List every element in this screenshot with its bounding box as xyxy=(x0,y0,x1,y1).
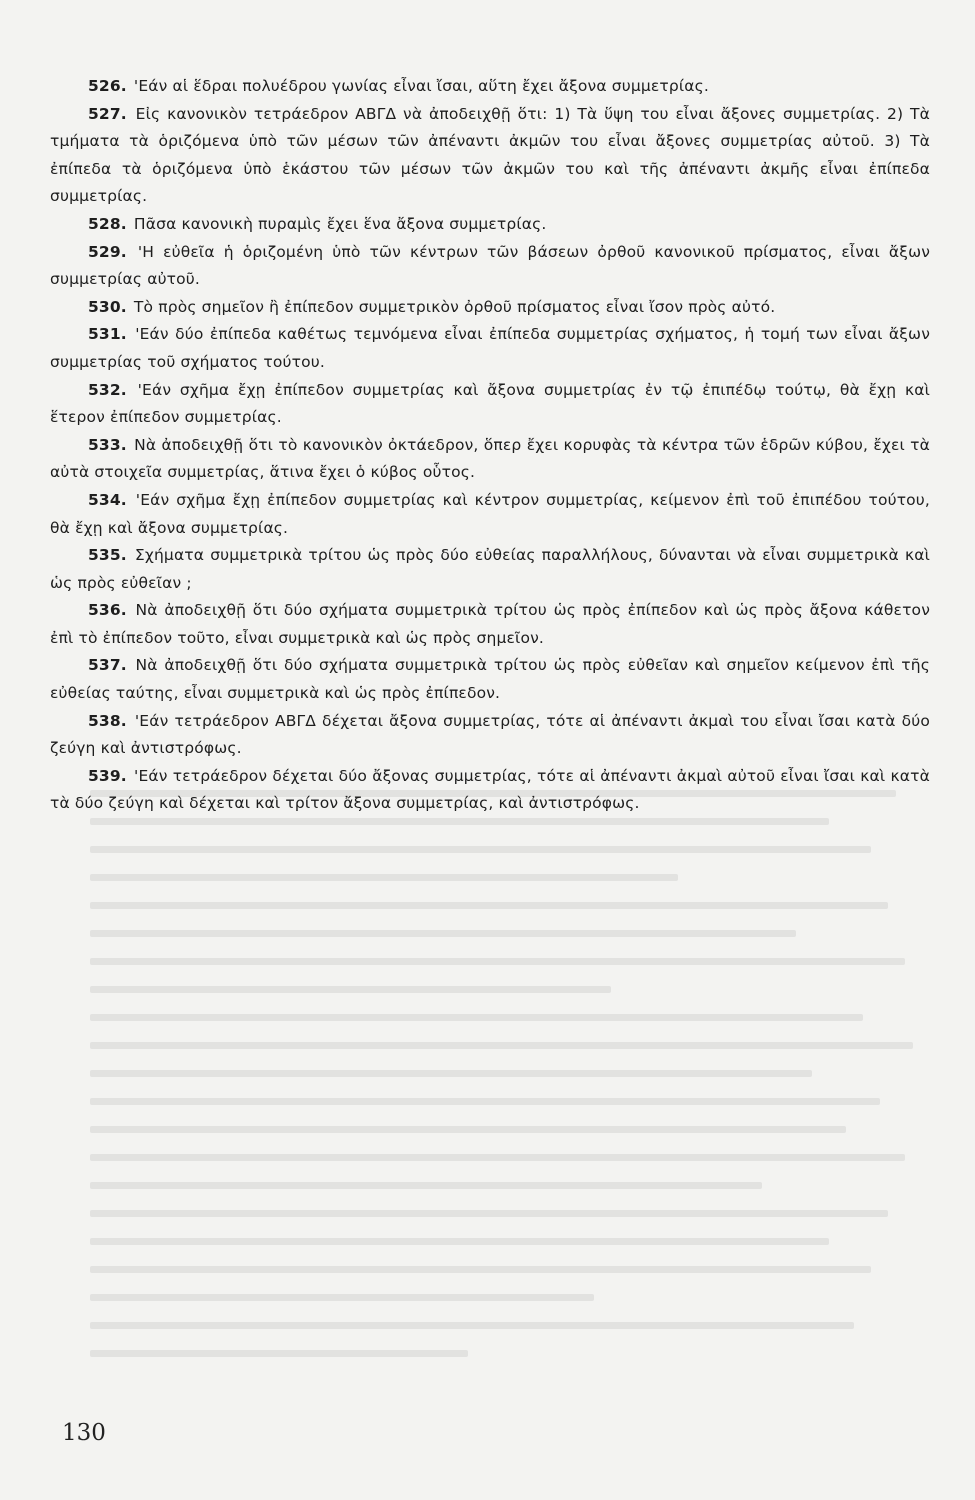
problem-533 xyxy=(50,432,930,487)
problem-number: 526. xyxy=(88,77,127,95)
problem-text: Εἰς κανονικὸν τετράεδρον ΑΒΓΔ νὰ ἀποδειχθῇ ὅτι: 1) Τὰ ὕψη του εἶναι ἄξονες συμμετρίας. 2) Τὰ τμήματα τὰ ὁριζόμενα ὑπὸ τῶν μέσων τῶν ἀπέναντι ἀκμῶν του εἶναι ἄξονες συμμετρίας αὐτοῦ. 3) Τὰ ἐπίπεδα τὰ ὁριζόμενα ὑπὸ ἑκάστου τῶν μέσων τῶν ἀκμῶν του καὶ τῆς ἀπέναντι ἀκμῆς εἶναι ἐπίπεδα συμμετρίας. xyxy=(50,104,931,206)
problem-text: 'Η εὐθεῖα ἡ ὁριζομένη ὑπὸ τῶν κέντρων τῶν βάσεων ὀρθοῦ κανονικοῦ πρίσματος, εἶναι ἄξων συμμετρίας αὐτοῦ. xyxy=(50,242,931,289)
problem-526 xyxy=(50,73,930,101)
problem-text: 'Εάν σχῆμα ἔχῃ ἐπίπεδον συμμετρίας καὶ κέντρον συμμετρίας, κείμενον ἐπὶ τοῦ ἐπιπέδου τούτου, θὰ ἔχῃ καὶ ἄξονα συμμετρίας. xyxy=(50,490,930,537)
problem-number: 530. xyxy=(88,297,127,316)
problem-number: 534. xyxy=(88,490,127,509)
problem-list xyxy=(50,73,930,818)
problem-number: 528. xyxy=(88,214,127,233)
problem-text: 'Εάν τετράεδρον ΑΒΓΔ δέχεται ἄξονα συμμετρίας, τότε αἱ ἀπέναντι ἀκμαὶ του εἶναι ἴσαι κατὰ δύο ζεύγη καὶ ἀντιστρόφως. xyxy=(50,711,931,758)
problem-text: Τὸ πρὸς σημεῖον ἢ ἐπίπεδον συμμετρικὸν ὀρθοῦ πρίσματος εἶναι ἴσον πρὸς αὐτό. xyxy=(133,297,776,316)
problem-number: 527. xyxy=(88,104,127,123)
page-number: 130 xyxy=(62,1420,106,1446)
problem-number: 529. xyxy=(88,242,127,261)
problem-536 xyxy=(50,597,930,652)
problem-text: Νὰ ἀποδειχθῇ ὅτι τὸ κανονικὸν ὀκτάεδρον, ὅπερ ἔχει κορυφὰς τὰ κέντρα τῶν ἑδρῶν κύβου, ἔχει τὰ αὐτὰ στοιχεῖα συμμετρίας, ἅτινα ἔχει ὁ κύβος οὗτος. xyxy=(50,435,931,482)
problem-text: Σχήματα συμμετρικὰ τρίτου ὡς πρὸς δύο εὐθείας παραλλήλους, δύνανται νὰ εἶναι συμμετρικὰ καὶ ὡς πρὸς εὐθεῖαν ; xyxy=(50,546,931,592)
problem-532 xyxy=(50,377,930,432)
problem-527 xyxy=(50,101,930,211)
problem-text: 'Εάν τετράεδρον δέχεται δύο ἄξονας συμμετρίας, τότε αἱ ἀπέναντι ἀκμαὶ αὐτοῦ εἶναι ἴσαι καὶ κατὰ τὰ δύο ζεύγη καὶ δέχεται καὶ τρίτον ἄξονα συμμετρίας, καὶ ἀντιστρόφως. xyxy=(50,766,931,813)
problem-text: Νὰ ἀποδειχθῇ ὅτι δύο σχήματα συμμετρικὰ τρίτου ὡς πρὸς εὐθεῖαν καὶ σημεῖον κείμενον ἐπὶ τῆς εὐθείας ταύτης, εἶναι συμμετρικὰ καὶ ὡς πρὸς ἐπίπεδον. xyxy=(50,656,930,703)
problem-530 xyxy=(50,294,930,322)
problem-number: 532. xyxy=(88,380,127,399)
problem-number: 536. xyxy=(88,601,127,620)
problem-number: 533. xyxy=(88,435,127,454)
problem-text: 'Εάν αἱ ἕδραι πολυέδρου γωνίας εἶναι ἴσαι, αὕτη ἔχει ἄξονα συμμετρίας. xyxy=(133,77,709,95)
problem-text: Νὰ ἀποδειχθῇ ὅτι δύο σχήματα συμμετρικὰ τρίτου ὡς πρὸς ἐπίπεδον καὶ ὡς πρὸς ἄξονα κάθετον ἐπὶ τὸ ἐπίπεδον τοῦτο, εἶναι συμμετρικὰ καὶ ὡς πρὸς σημεῖον. xyxy=(50,601,931,647)
problem-535 xyxy=(50,542,930,597)
problem-text: 'Εάν δύο ἐπίπεδα καθέτως τεμνόμενα εἶναι ἐπίπεδα συμμετρίας σχήματος, ἡ τομή των εἶναι ἄξων συμμετρίας τοῦ σχήματος τούτου. xyxy=(50,325,930,371)
problem-number: 538. xyxy=(88,711,127,730)
problem-number: 537. xyxy=(88,656,127,675)
problem-text: Πᾶσα κανονικὴ πυραμὶς ἔχει ἕνα ἄξονα συμμετρίας. xyxy=(133,214,547,233)
bleed-through-text xyxy=(90,790,930,1410)
problem-538 xyxy=(50,708,930,763)
problem-528 xyxy=(50,211,930,239)
problem-537 xyxy=(50,652,930,707)
problem-539 xyxy=(50,763,930,818)
problem-534 xyxy=(50,487,930,542)
problem-529 xyxy=(50,239,930,294)
problem-number: 535. xyxy=(88,546,127,565)
problem-number: 531. xyxy=(88,325,127,344)
problem-531 xyxy=(50,321,930,376)
problem-text: 'Εάν σχῆμα ἔχῃ ἐπίπεδον συμμετρίας καὶ ἄξονα συμμετρίας ἐν τῷ ἐπιπέδῳ τούτῳ, θὰ ἔχῃ καὶ ἕτερον ἐπίπεδον συμμετρίας. xyxy=(50,380,930,427)
problem-number: 539. xyxy=(88,766,127,785)
